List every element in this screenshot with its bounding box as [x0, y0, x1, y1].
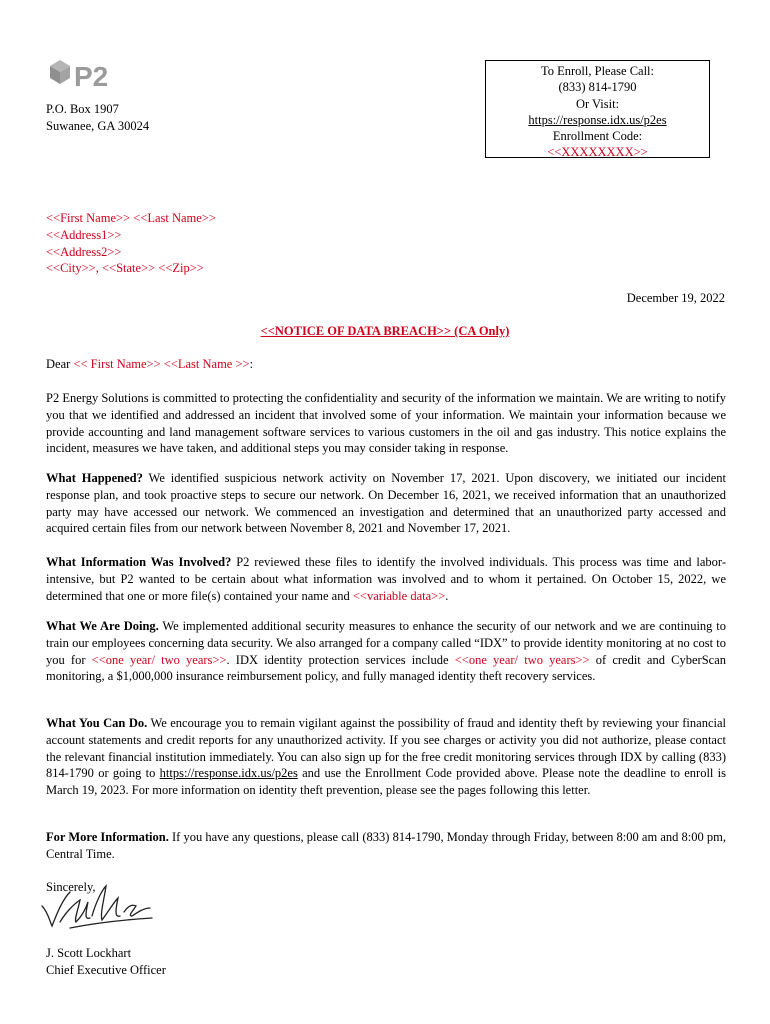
- salutation-name: << First Name>> <<Last Name >>: [73, 357, 250, 371]
- what-we-are-doing-paragraph: [46, 618, 726, 685]
- intro-paragraph: P2 Energy Solutions is committed to protecting the confidentiality and security of the information we maintain. We are writing to notify you that we identified and addressed an incident that involved some of your information. We maintain your information because we provide accounting and land management software services to various customers in the oil and gas industry. This notice explains the incident, measures we have taken, and additional steps you may consider taking in response.: [46, 391, 726, 456]
- enroll-visit-label: Or Visit:: [575, 96, 620, 111]
- what-information-heading: What Information Was Involved?: [46, 555, 232, 569]
- term-placeholder-2: <<one year/ two years>>: [454, 652, 590, 667]
- enroll-call-label: To Enroll, Please Call:: [541, 64, 654, 78]
- what-we-are-doing-body1: We implemented additional security measures to enhance the security of our network and we are continuing to train our employees concerning data security. We also arranged for a company called “IDX” to provide identity monitoring at no cost to you for: [46, 619, 726, 667]
- what-we-are-doing-body2: . IDX identity protection services include: [226, 652, 455, 667]
- enrollment-url-inline-link[interactable]: https://response.idx.us/p2es: [159, 766, 298, 781]
- what-happened-paragraph: [46, 470, 726, 537]
- salutation-suffix: :: [249, 357, 254, 371]
- company-logo: [46, 56, 126, 100]
- what-information-end: .: [445, 588, 449, 603]
- sender-address-line2: Suwanee, GA 30024: [46, 118, 150, 133]
- more-information-body: If you have any questions, please call (833) 814-1790, Monday through Friday, between 8:00 am and 8:00 pm, Central Time.: [46, 830, 727, 861]
- variable-data-placeholder: <<variable data>>: [352, 588, 446, 603]
- what-you-can-do-paragraph: [46, 715, 726, 799]
- signer-name: J. Scott Lockhart: [46, 946, 132, 960]
- sender-address-line1: P.O. Box 1907: [46, 102, 119, 116]
- salutation-prefix: Dear: [46, 357, 74, 371]
- what-happened-heading: What Happened?: [46, 471, 143, 485]
- what-we-are-doing-heading: What We Are Doing.: [46, 619, 159, 633]
- recipient-name: <<First Name>> <<Last Name>>: [46, 211, 216, 225]
- notice-title: <<NOTICE OF DATA BREACH>> (CA Only): [260, 324, 510, 338]
- what-you-can-do-body2: and use the Enrollment Code provided above. Please note the deadline to enroll is March 19, 2023. For more information on identity theft prevention, please see the pages following this letter.: [46, 766, 727, 798]
- sender-address: [46, 101, 149, 134]
- handwritten-signature: [40, 882, 155, 942]
- signer-title: Chief Executive Officer: [46, 962, 166, 977]
- enrollment-info-box: [485, 60, 710, 158]
- enroll-code-value: <<XXXXXXXX>>: [547, 145, 648, 160]
- salutation: [46, 357, 253, 372]
- letter-date: December 19, 2022: [626, 291, 725, 305]
- enroll-phone: (833) 814-1790: [558, 80, 637, 95]
- recipient-address: [46, 210, 216, 277]
- what-information-paragraph: [46, 554, 726, 604]
- recipient-address1: <<Address1>>: [46, 227, 122, 242]
- what-we-are-doing-body3: of credit and CyberScan monitoring, a $1,000,000 insurance reimbursement policy, and fully managed identity theft recovery services.: [46, 652, 726, 684]
- what-you-can-do-heading: What You Can Do.: [46, 716, 148, 730]
- what-information-body: P2 reviewed these files to identify the involved individuals. This process was time and labor-intensive, but P2 wanted to be certain about what information was involved and to whom it pertained. On October 15, 2022, we determined that one or more file(s) contained your name and: [46, 555, 726, 603]
- enroll-url-link[interactable]: https://response.idx.us/p2es: [528, 112, 667, 127]
- recipient-address2: <<Address2>>: [46, 244, 122, 259]
- more-information-heading: For More Information.: [46, 830, 169, 844]
- signer-block: [46, 945, 166, 978]
- what-happened-body: We identified suspicious network activity on November 17, 2021. Upon discovery, we initiated our incident response plan, and took proactive steps to secure our network. On December 16, 2021, we received information that an unauthorized party may have accessed our network. We commenced an investigation and determined that an unauthorized party accessed and acquired certain files from our network between November 8, 2021 and November 17, 2021.: [46, 471, 726, 536]
- logo-text: P2: [74, 61, 109, 92]
- closing-sincerely: Sincerely,: [46, 880, 96, 894]
- enroll-code-label: Enrollment Code:: [552, 129, 643, 144]
- what-you-can-do-body1: We encourage you to remain vigilant against the possibility of fraud and identity theft by reviewing your financial account statements and credit reports for any unauthorized activity. If you see charges or activity you did not authorize, please contact the relevant financial institution immediately. You can also sign up for the free credit monitoring services through IDX by calling (833) 814-1790 or going to: [46, 716, 726, 781]
- recipient-city-state-zip: <<City>>, <<State>> <<Zip>>: [46, 261, 204, 276]
- term-placeholder-1: <<one year/ two years>>: [91, 652, 227, 667]
- more-information-paragraph: [46, 829, 726, 863]
